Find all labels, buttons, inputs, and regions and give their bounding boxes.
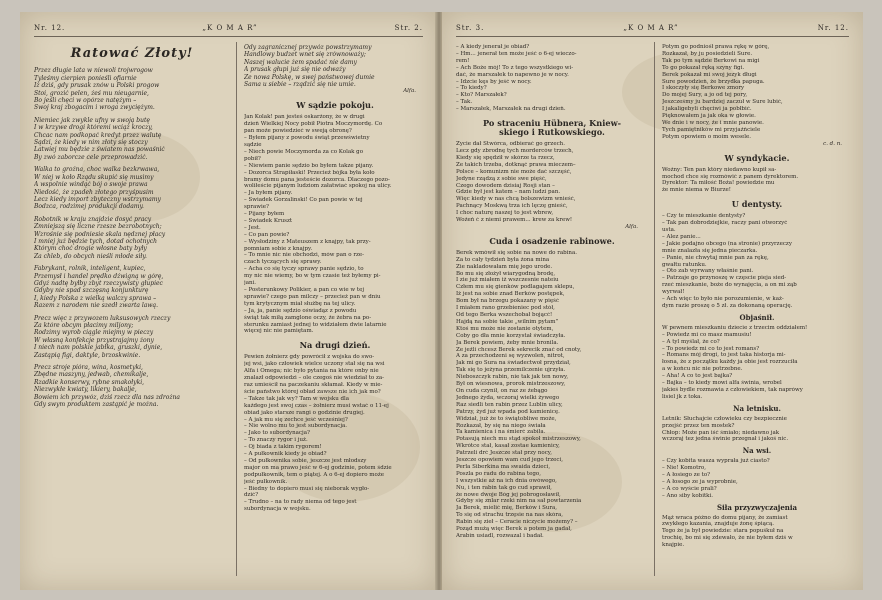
poem-stanza xyxy=(34,315,230,359)
poem-line: Bowiem ich przywóz, dziś rzecz dla nas zdrożna xyxy=(34,393,180,401)
text-line: Ta kamienica i na śmierć zabiła. xyxy=(456,429,546,436)
text-line: Rozkazał, by się na niego świała xyxy=(456,422,546,429)
text-line: Handlowy budzet wnet się zrównoważy; xyxy=(244,51,366,59)
text-line: Alfa i Omega; nic było pytania na które onby nie xyxy=(244,368,379,375)
text-line: Widział, już że to świątobliwe może, xyxy=(456,415,557,422)
text-line: Ja Berek powiem, żeby mnie bronila. xyxy=(456,339,559,346)
text-line: I jakaligebyli chęciwi ja pobłbić. xyxy=(662,106,752,113)
text-line: Kiedy się spędził w skórze ta rzecz, xyxy=(456,154,555,161)
text-line: – Tak. xyxy=(456,99,473,106)
poem-stanza xyxy=(34,364,230,408)
text-line: – Świadek Gorzalinski! Co pan powie w tej xyxy=(244,197,363,204)
poem-line: Lecz kiedy import zbyteczny wstrzymamy xyxy=(34,195,161,203)
text-line: A prusak głupi już się nie odważy xyxy=(244,66,346,74)
text-line: – Nie wolno mu to jest subordynacja. xyxy=(244,423,348,430)
text-line: pomniam sobie z knajpy. xyxy=(244,245,313,252)
text-line: sterunku zamiast jednej to widziałem dwie latarnie xyxy=(244,321,387,328)
text-line: tym krytycznym miał służbę na tej ulicy. xyxy=(244,300,356,307)
poem-line: Niemiec jak zwykle ufny w swoją butę xyxy=(34,116,150,124)
text-line: – Panie, nie chwytaj mnie pan za rękę, xyxy=(662,254,769,261)
text-line: – Niewiem panie sędzio bo byłem takze pijany. xyxy=(244,162,374,169)
text-line: a w końcu nic nie potrzebne. xyxy=(662,366,743,373)
column-left-2 xyxy=(244,44,426,513)
text-line: – To znaczy rygor i już. xyxy=(244,437,308,444)
text-line: – Czy te mieszkanie dentysty? xyxy=(662,213,746,220)
text-line: Wożny: Ten pan który niedawno kupił sa- xyxy=(662,166,777,173)
text-line: I skoczyły się Berkowe zmory xyxy=(662,85,745,92)
page-header-right xyxy=(456,24,849,36)
text-line: Polsce – komunizm nie może dać szczęść, xyxy=(456,168,572,175)
text-line: – A łosogo ze ja wyprobnie, xyxy=(662,478,738,485)
text-line: I miałem rano grzebieniec pod stół, xyxy=(456,305,555,312)
poem-line: Latwiej mu będzie z światem nas powaśnić xyxy=(34,146,165,154)
text-line: – Co pan powie? xyxy=(244,231,290,238)
poem-line: I mniej już będzie tych, dotad ochotnych xyxy=(34,237,157,245)
text-line: lisiel jk z toka. xyxy=(662,393,703,400)
text-line: Gdyby się znlar rzeki nim na sał powtarzenia xyxy=(456,498,582,505)
text-line: Nu, i ten rabin tak go cud sprawił, xyxy=(456,484,552,491)
text-line: To się od strachu trzęsie na nas skóra, xyxy=(456,512,563,519)
text-line: – Takze tak jak wy? Tam w wojsku dla xyxy=(244,395,350,402)
article-body xyxy=(662,167,852,195)
newspaper-spread xyxy=(20,12,862,590)
text-line: Pięknowałem ja jak oka w głowie. xyxy=(662,113,756,120)
text-line: ście państwo której obład zawsze nie ich jak mo? xyxy=(244,388,381,395)
text-line: – Wysłodziny z Mateuszem z knajpy, tak przy- xyxy=(244,238,371,245)
text-line: Zie nakladowałam mię jego urode. xyxy=(456,263,553,270)
poem-line: Fabrykant, rolnik, inteligent, kupiec, xyxy=(34,265,146,273)
text-line: przejść przez ten mostek? xyxy=(662,422,735,429)
poem-line: Za chleb, do obcych nieśli młode siły. xyxy=(34,252,147,260)
text-line: – Od pułkownika sobie, jeszcze jest młodszy xyxy=(244,457,367,464)
text-line: trochię, bo mi się zdewało, że nie byłem dziś w xyxy=(662,535,793,542)
heading-na-drugi-dzien: Na drugi dzień. xyxy=(299,340,371,351)
text-line: Jeszcze opowiem wam cud jego trzeci, xyxy=(456,457,563,464)
text-line: Potym go podniośł prawa rękę w górę, xyxy=(662,44,770,50)
article-body xyxy=(244,114,426,335)
text-line: – A jak mu się zechce jeść wcześniej? xyxy=(244,416,348,423)
article-body xyxy=(662,213,852,310)
poem-line: Którym choć drogie włosne baty były xyxy=(34,245,147,253)
text-line: Lecz gdy zbrodnę tych morderców trzech, xyxy=(456,147,574,154)
text-line: Perla Siberkina ma swaida dzieci, xyxy=(456,463,551,470)
text-line: Tego że ja był powiedzie: stara popuśkuł na xyxy=(662,528,784,535)
poem-line: Swoj kraj zbogacim i wroga zwyciężym. xyxy=(34,104,155,112)
text-line: pan może powiedzieć w sweją obronę? xyxy=(244,128,352,135)
text-line: Potasują niech mu stąd spokoł mistrzeszowy, xyxy=(456,436,581,443)
text-line: – Biedny to dopiero musi się nieborak wygło- xyxy=(244,485,370,492)
text-line: rzeć mieszkanie, boże do wynajęcia, a on mi ząb xyxy=(662,282,797,289)
text-line: Pachnący Moskwą trza ich lęczę gnieść, xyxy=(456,203,568,210)
text-line: – Hm... jenerał ten może jeść o 6-ej wieczo- xyxy=(456,50,577,57)
text-line: Ze jeżli chcesz Berek sekrecik znać od cnoty, xyxy=(456,346,582,353)
poem-line: Bodzca, rodzimej produkcji dodamy. xyxy=(34,203,144,211)
poem-line: Iż dziś, gdy prusak znów u Polski progow xyxy=(34,82,160,90)
text-line: że nowe dwoje Bóg jej pobrogosławił, xyxy=(456,491,561,498)
signature: Alfa. xyxy=(625,223,638,230)
poem-line: Gdy swym produktem zastąpić je można. xyxy=(34,401,159,409)
poem-line: A wspolnie windąć bój o swoje prawa xyxy=(34,181,148,189)
text-line: Do mojej Sury, a jo od tej pory, xyxy=(662,92,748,99)
text-line: – To kiedy? xyxy=(456,85,487,92)
text-line: – Jako to subordynacja? xyxy=(244,430,310,437)
text-line: Tak się to jeżyna przemilczenie ujrzyła. xyxy=(456,367,566,374)
text-line: Rabin się zieł – Ceracie niczycie możemy? – xyxy=(456,519,578,526)
text-line: Ktoś mu może nie zostanie otytem, xyxy=(456,325,554,332)
text-line: jeść pułkownik. xyxy=(244,478,288,485)
heading-po-straceniu: Po straceniu Hübnera, Kniew- skiego i Rutkowskiego. xyxy=(482,118,622,138)
poem-line: Wzrośnie się podniesie skala nędznej płacy xyxy=(34,230,166,238)
text-line: wyrwał! xyxy=(662,289,685,296)
text-line: Naszej walucie żem spadać nie damy xyxy=(244,58,357,66)
text-line: – A tyl myślał, że co? xyxy=(662,338,720,345)
text-line: – Jest. xyxy=(244,224,261,231)
poem-line: Gdyby nie spad szczęsną konjunkturę xyxy=(34,287,149,295)
poem-stanza xyxy=(34,216,230,260)
text-line: Jeszcześmy ju bardziej zaczuł w Sure lubić, xyxy=(662,99,783,106)
text-line: Iż jest na sobie znad Berków postępek, xyxy=(456,291,565,298)
text-line: Od tego Berka wszechobał bojącć! xyxy=(456,312,553,318)
poem-line: Bo jeśli chęci w opórze natężym – xyxy=(34,97,137,105)
text-line: łosna, że z początku każdy ja obie jest rozrzuciła xyxy=(662,359,798,366)
text-line: On cuda czynił, on raz ze żebągo xyxy=(456,387,548,394)
text-line: – To powiedz mi co to jest romans? xyxy=(662,345,760,352)
poem-line: By zwó zaborcze cele przeprowadzić. xyxy=(34,153,148,161)
text-line: – Romans mój drogi, to jest taka historja mi- xyxy=(662,352,786,359)
text-line: jani. xyxy=(244,280,257,287)
poem-line: I niech nam polskie jabłka, gruszki, dynie, xyxy=(34,344,163,352)
article-body xyxy=(662,325,852,401)
text-line: Tych pamiętników mi przyjaźńciele xyxy=(662,126,761,133)
poem-line: I, kiedy Polska z wielką walczy sprawa – xyxy=(34,294,157,302)
text-line: – Kto? Marszałek? xyxy=(456,92,507,99)
text-line: – Marszałek, Marszałek na drugi dzień. xyxy=(456,106,566,113)
text-line: mochod chce się rozmówić z panem dyrektorem. xyxy=(662,173,799,180)
text-line: – Ach Boże mój! To z tego wszystkiego wi- xyxy=(456,64,574,71)
text-line: Jedyne rządzą z sobie swe pięść, xyxy=(456,175,547,182)
text-line: Wożeń ć z niemi prawem... krew za krew! xyxy=(456,217,573,224)
text-line: Coby go dła mnie korzystał świadczyła. xyxy=(456,332,566,339)
text-line: – Nie! Komotro, xyxy=(662,465,706,472)
masthead: „K O M A R” xyxy=(202,24,258,32)
text-line: więcej nic nie pamiętam. xyxy=(244,328,314,335)
text-line: Patrzy, żyd już wpada pod kamienicę. xyxy=(456,408,560,415)
poem-line: Zmniejszą się liczne rzesze bezrobotnych; xyxy=(34,223,162,231)
article-body xyxy=(244,354,426,513)
text-line: W pewnem mieszkaniu dziecie z trzecim oddziałem! xyxy=(662,324,808,331)
text-line: – Byłem pijany z powodu świąt przewświetny xyxy=(244,135,370,142)
text-line: We dnie i w nocy, że i mnie panowie. xyxy=(662,119,764,126)
text-line: – Ach więc to było nie porozumienie, w każ- xyxy=(662,296,784,303)
page-left xyxy=(20,12,438,590)
poem-body xyxy=(34,67,230,408)
text-line: Ody zagranicznej przywóz powstrzymamy xyxy=(244,44,372,51)
text-line: wczoraj tez jedna świnie przegnał i jakoś nic. xyxy=(662,436,789,443)
text-line: dym razie proszę o 5 zł. za dokonaną operację. xyxy=(662,303,793,309)
text-line: – A łosiego ze to? xyxy=(662,472,711,479)
text-line: pobił? xyxy=(244,155,261,162)
text-line: Sama u siebie – rządzić się nie umie. xyxy=(244,81,356,89)
article-body xyxy=(456,44,648,113)
poem-line: Zbędne maszyny, jedwab, chemikalje, xyxy=(34,371,149,379)
text-line: – Świadek Kruszt xyxy=(244,217,293,224)
text-line: Jednego żyda, wczoraj wielki żywego xyxy=(456,394,560,401)
poem-line: Gdyż nadtę byłby zbyt rzeczywisty głupiec xyxy=(34,279,163,287)
text-line: – Posterunkowy Polikier, a pan co wie w tej xyxy=(244,287,365,293)
text-line: sprawie? xyxy=(244,204,269,211)
text-line: sprawie? czego pan milczy – przecież pan w dniu xyxy=(244,293,381,300)
article-body xyxy=(662,515,852,550)
text-line: zwykłego kazania, znajduje żonę śpiącą. xyxy=(662,521,774,528)
text-line: – Trudno – na to rady niema od tego jest xyxy=(244,499,357,506)
poem-stanza xyxy=(34,67,230,111)
article-body xyxy=(662,416,852,444)
text-line: Potym opowiem o moim wesele. xyxy=(662,133,752,140)
text-line: podpułkownik, tem o piątej. A o 6-ej dopiero może xyxy=(244,471,384,478)
poem-line: Rzadkie konserwy, rybne smakołyki, xyxy=(34,378,145,386)
poem-line: Chcac nam podkopać kredyt przez walutę xyxy=(34,131,162,139)
poem-line: Przemysł i handel prędko dźwigną w górę, xyxy=(34,272,164,280)
text-line: – Ja, ja, panie sędzio oświadąz z powodu xyxy=(244,307,357,314)
poem-line: Robotnik w kraju znajdzie dosyć pracy xyxy=(34,215,152,223)
text-line: Więc kiedy w nas chcą bolszewizm wnieść, xyxy=(456,196,576,203)
text-line: – Acha co się tyczy sprawy panie sędzio, to xyxy=(244,266,364,273)
poem-line: W niej w koło Rządu skupić się musimy xyxy=(34,173,154,181)
poem-line: Precz stroje pióra, wina, kosmetyki, xyxy=(34,364,143,372)
poem-line: W własną konfekcje przystrajajmy żony xyxy=(34,336,154,344)
text-line: Wkrótce stał, kasał zostae kamienicy, xyxy=(456,443,560,450)
heading-na-wsi: Na wsi. xyxy=(742,446,772,456)
text-line: – Oj biada z takim rygorem! xyxy=(244,444,322,451)
text-line: I choc naturę naszej to jest wbrew, xyxy=(456,210,554,217)
text-line: świąt tak miłą zamglone oczy, że żebra na po- xyxy=(244,314,372,321)
text-line: Letnik: Słuchajcie człowieku czy bezpiecznie xyxy=(662,415,787,422)
signature: c. d. n. xyxy=(823,140,842,147)
text-line: Czego dowodem dzisiaj Rosji stan – xyxy=(456,182,555,189)
text-line: – Oto zab wyrwany właśnie pani. xyxy=(662,268,754,275)
text-line: – Czy kobita wasza wyprała już ciasto? xyxy=(662,458,770,465)
text-line: – To mnie nic nie obchodzi, mów pan o rze- xyxy=(244,252,364,259)
heading-sad-pokoju: W sądzie pokoju. xyxy=(296,100,374,111)
text-line: Jan Kolak! pan jesteś oskarżony, że w drugi xyxy=(244,114,365,121)
text-line: jej wsi, jako człowiek wielce uczony stał się na wsi xyxy=(244,361,385,368)
text-line: Pewien żołnierz gdy powrócił z wojska do swo- xyxy=(244,354,375,361)
text-line: Poząd mużą więc Berek a potem ja gadał, xyxy=(456,526,572,533)
issue-number: Nr. 12. xyxy=(34,24,66,32)
text-line: – A pułkownik kiedy je obiad? xyxy=(244,451,327,458)
text-line: Arabin usiadl, rozwazal i badał. xyxy=(456,533,544,539)
text-line: Rozkazał, by ju posiedzieli Sure. xyxy=(662,50,753,57)
text-line: – Powiedz mi co masz mamusiu! xyxy=(662,331,752,338)
text-line: Był on wiesnowa, prorok mistrzeszowy, xyxy=(456,381,566,388)
poem-line: Walka to groźna, choc walka bezkrwawa, xyxy=(34,166,160,174)
text-line: Bom był na brzegu pokazany w pięść xyxy=(456,298,560,305)
text-line: Człem mu się gienków podlagajem sklepu, xyxy=(456,284,575,291)
heading-sila-przyzwyczajenia: Siła przyzwyczajenia xyxy=(716,502,798,512)
text-line: I wszystkie aż na ich dnia owówego, xyxy=(456,477,557,484)
column-right-1 xyxy=(456,44,648,540)
text-line: Raz siedli ten rabin przez Lublin ulicy, xyxy=(456,401,563,408)
poem-line: Tyleśmy cierpien ponieśli ofiarnie xyxy=(34,74,137,82)
text-line: – Pijany byłem xyxy=(244,211,285,218)
text-line: Ja Berek, mielić mię, Berków i Sura, xyxy=(456,505,558,512)
text-line: – Tak pan dobrodziejkie, raczy pani otworzyć xyxy=(662,220,788,227)
text-line: – Jakie podajno obcego (na stronie) przyrzeczy xyxy=(662,240,792,247)
column-rule xyxy=(654,42,655,576)
text-line: Berek pokazał mi swoj jezyk długi xyxy=(662,71,757,78)
text-line: każdego jest swoj czas – żołnierz musi wstać o 11-ej xyxy=(244,402,389,409)
text-line: obiad jako starsze rangi o godzinie drugiej. xyxy=(244,409,365,416)
text-line: rem! xyxy=(456,57,470,64)
text-line: dzień Wielkiej Nocy pobił Piotra Moczymordę. Co xyxy=(244,121,383,128)
text-line: Chłop: Może pan iść śmiało; niedawno jak xyxy=(662,429,780,436)
poem-ending xyxy=(244,44,426,88)
heading-na-letnisku: Na letnisku. xyxy=(733,403,781,413)
text-line: Dyrektor: Ta miłość Boża! powiedzie mu xyxy=(662,180,775,187)
text-line: Gdzie był jest katem – nam ludzi pan. xyxy=(456,189,561,196)
text-line: mnie znalazła się jedna pieczarka. xyxy=(662,247,758,254)
text-line: – Ano siby kobitki. xyxy=(662,492,714,499)
text-line: że mnie niema w Biurze! xyxy=(662,187,732,194)
poem-line: Przez długie lata w niewoli trojwrogow xyxy=(34,67,153,75)
column-left-1 xyxy=(34,44,230,413)
text-line: Zycie dał Stwórca, odbierać go grzech. xyxy=(456,141,565,148)
poem-body xyxy=(662,44,852,141)
text-line: Poszla po radu do rabina tego, xyxy=(456,470,541,477)
issue-number: Nr. 12. xyxy=(817,24,849,32)
poem-body xyxy=(456,141,648,224)
poem-body xyxy=(456,250,648,540)
text-line: Jak mi go Sura na świadectwoł przydział, xyxy=(456,360,571,367)
text-line: znalazł odpowiedzi – ole czegoś nie wiedział to za- xyxy=(244,375,385,382)
text-line: dać, że marszałek to napewno je w nocy. xyxy=(456,71,569,78)
poem-line: Rodzimy wyrob ciągle miejmy w pieczy xyxy=(34,329,154,337)
text-line: Bo mu się złożył wiarygodną brodę, xyxy=(456,270,556,277)
text-line: – Dozorca Strapiłaski! Przecież bójka była koło xyxy=(244,169,375,176)
page-number: Str. 2. xyxy=(394,24,423,32)
text-line: woliłeście pijanym ludziom załatwiać spokoj na ulicy. xyxy=(244,183,392,190)
text-line: Mąż wraca późno do domu pijany, że zamiast xyxy=(662,514,788,521)
text-line: gwałtu ratunku. xyxy=(662,261,707,268)
text-line: Za to cały tydzień była żona mina xyxy=(456,256,550,263)
text-line: – Bajka – to kiedy mowi alfa świnia, wrobel xyxy=(662,380,782,387)
column-rule xyxy=(236,42,237,576)
text-line: – Patrzaje go przynoszę w częscie pieja sied- xyxy=(662,275,787,282)
page-right xyxy=(441,12,863,590)
text-line: – Alez panie... xyxy=(662,233,701,240)
text-line: sądzie xyxy=(244,141,262,148)
poem-line: Precz więc z przywozem luksusowych rzeczy xyxy=(34,314,171,322)
signature: Alfa. xyxy=(403,88,416,95)
text-line: major on ma prawo jeść w 6-ej godzinie, potem śdzie xyxy=(244,464,392,471)
poem-line: Za które obcym płacimy miljony; xyxy=(34,322,134,329)
poem-line: Niezwykłe kwiaty, likiery, bakalje, xyxy=(34,386,137,394)
text-line: Ze takich trzeba, dotknąć prawa mieczem– xyxy=(456,161,576,168)
text-line: – Niech powie Moczymorda za co Kolak go xyxy=(244,148,364,155)
poem-stanza xyxy=(34,265,230,309)
text-line: To go pokazał ręką szyny figi. xyxy=(662,64,745,71)
text-line: Tak po tym sądzie Berkowi na migi xyxy=(662,57,760,64)
masthead: „K O M A R” xyxy=(623,24,679,32)
page-number: Str. 3. xyxy=(456,24,485,32)
text-line: A za przechodzeni sę wyzwoleń, nitrot, xyxy=(456,353,565,360)
text-line: jakieś bydle rozmawia z człowiekiem, tak naprówy xyxy=(662,386,803,393)
poem-stanza xyxy=(34,166,230,210)
text-line: subordynacja w wojsku. xyxy=(244,506,311,513)
text-line: – Ja byłem pijany. xyxy=(244,190,293,197)
text-line: Berek wmówił się sobie na nowe do rabina. xyxy=(456,249,577,256)
text-line: dzić? xyxy=(244,492,259,499)
heading-cuda: Cuda i osadzenie rabinowe. xyxy=(489,235,615,246)
poem-line: Niedość, że zpadeh złotego przyśpusim xyxy=(34,188,154,196)
article-title: Ratować Złoty! xyxy=(70,46,194,61)
text-line: – Idzcie kęs by jeść w nocy. xyxy=(456,78,532,85)
page-header-left xyxy=(34,24,423,36)
text-line: – A kiedy jenerał je obiad? xyxy=(456,44,530,50)
text-line: czach tyczących się sprawy. xyxy=(244,259,322,266)
column-right-2 xyxy=(662,44,852,549)
poem-line: Sądzi, że kiedy w nim złoty się stoczy xyxy=(34,139,148,147)
text-line: knajpie. xyxy=(662,542,685,549)
heading-objasnil: Objaśnił. xyxy=(739,312,775,322)
poem-line: I w krzywe drogi któremi wciąż kroczy, xyxy=(34,124,153,132)
heading-u-dentysty: U dentysty. xyxy=(731,199,783,210)
poem-line: Zastąpią figi, daktyle, brzoskwinie. xyxy=(34,351,141,359)
text-line: Ze nowa Polskę, w swej państwowej dumie xyxy=(244,73,375,81)
poem-stanza xyxy=(34,117,230,161)
text-line: bramy domu pana jesteście dozorca. Dlaczego pozo- xyxy=(244,176,390,183)
text-line: – A co wyście prali? xyxy=(662,485,717,492)
text-line: raz umieścił na paczekaniu skłamał. Kiedy w mie- xyxy=(244,381,383,388)
text-line: Patrzeli drć Jeszcze stał przy nocy, xyxy=(456,450,552,457)
heading-w-syndykacie: W syndykacie. xyxy=(724,152,790,163)
text-line: usta. xyxy=(662,227,676,234)
text-line: – Aha! A co to jest bajka? xyxy=(662,373,733,380)
text-line: Hajdą na sobie takie „wilnim pytam” xyxy=(456,318,559,325)
text-line: Sure powodzień, że brzydka papuga. xyxy=(662,78,765,85)
text-line: I zie już miałem iż wszczesnie nateiu xyxy=(456,277,559,284)
text-line: Nieboszczyk rabin, nie tak jak ten nowy, xyxy=(456,374,569,381)
poem-line: Stoi, grozić pelen, żeś mu nieugarnie, xyxy=(34,89,149,97)
poem-line: Razem z narodem nie szedł zwarta lawą. xyxy=(34,302,158,310)
text-line: my nic nie wiemy, bo w tym czasie też byłemy pi- xyxy=(244,273,381,280)
article-body xyxy=(662,458,852,499)
